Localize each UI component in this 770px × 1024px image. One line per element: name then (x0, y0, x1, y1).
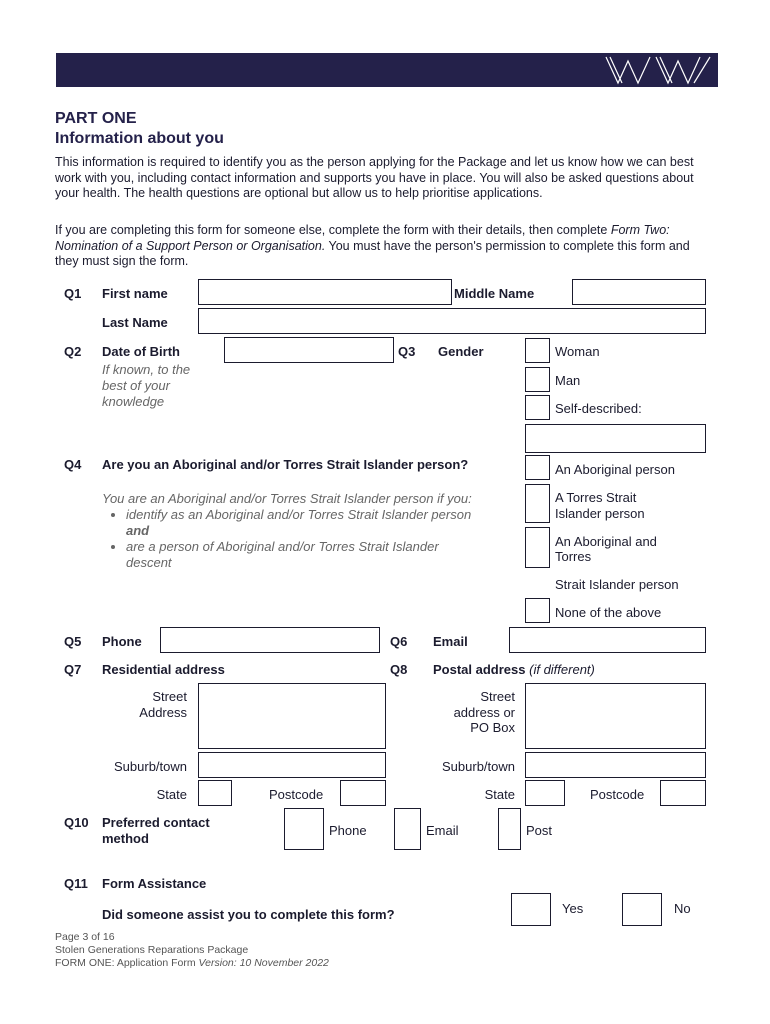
res-postcode-label: Postcode (269, 787, 324, 802)
footer-page-number: Page 3 of 16 (55, 931, 115, 943)
q2-number: Q2 (64, 344, 82, 359)
first-name-field[interactable] (198, 279, 452, 305)
last-name-field[interactable] (198, 308, 706, 334)
part-subtitle: Information about you (55, 130, 224, 147)
q4-criteria-2-text: are a person of Aboriginal and/or Torres Strait Islander (126, 539, 439, 554)
postal-suburb-field[interactable] (525, 752, 706, 778)
postal-street-label-2: address or (453, 705, 515, 720)
assistance-yes-label: Yes (562, 901, 584, 916)
res-street-label-1: Street (152, 689, 187, 704)
first-name-label: First name (102, 286, 168, 301)
q6-number: Q6 (390, 634, 408, 649)
assistance-no-checkbox[interactable] (622, 893, 662, 926)
q4-and: and (126, 523, 150, 538)
footer-form (55, 957, 329, 970)
torres-strait-checkbox[interactable] (525, 484, 550, 523)
res-state-field[interactable] (198, 780, 232, 806)
q10-number: Q10 (64, 815, 89, 830)
assistance-no-label: No (674, 901, 691, 916)
dob-hint-1: If known, to the (102, 362, 191, 377)
aboriginal-and-torres-label-2: Torres (555, 549, 592, 564)
part-title: PART ONE (55, 110, 137, 127)
intro-paragraph-2 (55, 223, 715, 270)
footer-version: Version: 10 November 2022 (198, 957, 329, 969)
contact-phone-checkbox[interactable] (284, 808, 324, 850)
date-of-birth-label: Date of Birth (102, 344, 180, 359)
dob-hint-3: knowledge (102, 394, 165, 409)
phone-field[interactable] (160, 627, 380, 653)
gender-self-described-checkbox[interactable] (525, 395, 550, 420)
form-assistance-question: Did someone assist you to complete this form? (102, 907, 395, 922)
form-assistance-label: Form Assistance (102, 876, 207, 891)
gender-label: Gender (438, 344, 484, 359)
q5-number: Q5 (64, 634, 82, 649)
middle-name-field[interactable] (572, 279, 706, 305)
email-field[interactable] (509, 627, 706, 653)
date-of-birth-field[interactable] (224, 337, 394, 363)
res-state-label: State (156, 787, 187, 802)
contact-post-checkbox[interactable] (498, 808, 521, 850)
q4-number: Q4 (64, 457, 82, 472)
q7-number: Q7 (64, 662, 82, 677)
postal-state-field[interactable] (525, 780, 565, 806)
q11-number: Q11 (64, 876, 88, 891)
q1-number: Q1 (64, 286, 82, 301)
aboriginal-and-torres-label-3: Strait Islander person (555, 577, 679, 592)
intro-text-a: If you are completing this form for someone else, complete the form with their details, then complete (55, 223, 611, 237)
postal-address-label: Postal address (433, 662, 526, 677)
res-suburb-label: Suburb/town (114, 759, 187, 774)
q4-criteria-2 (126, 539, 546, 571)
q3-number: Q3 (398, 344, 416, 359)
brand-logo-icon (598, 53, 718, 87)
preferred-contact-label-1: Preferred contact (102, 815, 210, 830)
last-name-label: Last Name (102, 315, 168, 330)
postal-suburb-label: Suburb/town (442, 759, 515, 774)
q4-criteria-list (102, 507, 546, 571)
none-of-the-above-label: None of the above (555, 605, 662, 620)
q4-intro: You are an Aboriginal and/or Torres Strait Islander person if you: (102, 491, 472, 506)
postal-address-if-different: (if different) (529, 662, 595, 677)
footer-form-name: FORM ONE: Application Form (55, 957, 199, 969)
res-suburb-field[interactable] (198, 752, 386, 778)
q4-criteria-1-text: identify as an Aboriginal and/or Torres Strait Islander person (126, 507, 472, 522)
none-of-the-above-checkbox[interactable] (525, 598, 550, 623)
intro-paragraph: This information is required to identify you as the person applying for the Package and let us know how we can best work with you, including contact information and supports you have in place. You will also be asked questions about your health. The health questions are optional but allow us to help prioritise applications. (55, 155, 694, 200)
dob-hint-2: best of your (102, 378, 170, 393)
q4-criteria-1 (126, 507, 546, 539)
gender-woman-checkbox[interactable] (525, 338, 550, 363)
q4-criteria-2-text-b: descent (126, 555, 172, 570)
contact-email-checkbox[interactable] (394, 808, 421, 850)
postal-street-label-1: Street (480, 689, 515, 704)
gender-self-described-label: Self-described: (555, 401, 642, 416)
footer-package: Stolen Generations Reparations Package (55, 944, 249, 956)
phone-label: Phone (102, 634, 142, 649)
aboriginal-label: An Aboriginal person (555, 462, 675, 477)
postal-address-heading (433, 662, 595, 677)
res-postcode-field[interactable] (340, 780, 386, 806)
postal-postcode-field[interactable] (660, 780, 706, 806)
residential-address-label: Residential address (102, 662, 225, 677)
aboriginal-and-torres-label-1: An Aboriginal and (555, 534, 657, 549)
contact-phone-label: Phone (329, 823, 367, 838)
q8-number: Q8 (390, 662, 408, 677)
email-label: Email (433, 634, 468, 649)
torres-strait-label-1: A Torres Strait (555, 490, 637, 505)
preferred-contact-label-2: method (102, 831, 149, 846)
postal-postcode-label: Postcode (590, 787, 645, 802)
gender-woman-label: Woman (555, 344, 600, 359)
postal-street-label-3: PO Box (470, 720, 515, 735)
postal-state-label: State (484, 787, 515, 802)
contact-post-label: Post (526, 823, 553, 838)
aboriginal-and-torres-checkbox[interactable] (525, 527, 550, 568)
torres-strait-label-2: Islander person (555, 506, 645, 521)
gender-self-described-field[interactable] (525, 424, 706, 453)
assistance-yes-checkbox[interactable] (511, 893, 551, 926)
res-street-address-field[interactable] (198, 683, 386, 749)
postal-street-address-field[interactable] (525, 683, 706, 749)
res-street-label-2: Address (139, 705, 187, 720)
middle-name-label: Middle Name (454, 286, 535, 301)
contact-email-label: Email (426, 823, 459, 838)
gender-man-checkbox[interactable] (525, 367, 550, 392)
intro-form-two: Form Two: Nomination of a Support Person or Organisation. (55, 223, 670, 253)
gender-man-label: Man (555, 373, 581, 388)
intro-text-b: You must have the person's permission to complete this form and they must sign the form. (55, 238, 690, 268)
q4-question: Are you an Aboriginal and/or Torres Strait Islander person? (102, 457, 469, 472)
aboriginal-checkbox[interactable] (525, 455, 550, 480)
